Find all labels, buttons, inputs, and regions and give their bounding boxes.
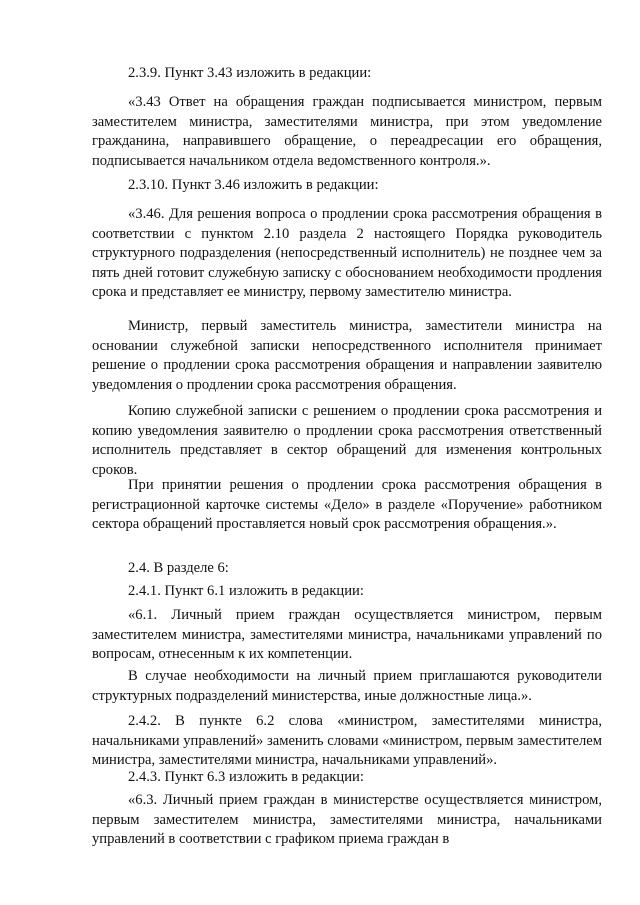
paragraph-3-43-text: «3.43 Ответ на обращения граждан подписывается министром, первым заместителем министра, заместителями министра, при этом уведомление гражданина, направившего обращение, о переадресации его обращения, подписывается начальником отдела ведомственного контроля.».: [92, 94, 602, 169]
paragraph-2-4-3: 2.4.3. Пункт 6.3 изложить в редакции:: [128, 769, 364, 785]
paragraph-3-46-text: «3.46. Для решения вопроса о продлении срока рассмотрения обращения в соответствии с пунктом 2.10 раздела 2 настоящего Порядка руководитель структурного подразделения (непосредственный исполнитель) не позднее чем за пять дней готовит служебную записку с обоснованием необходимости продления срока и представляет ее министру, первому заместителю министра.: [92, 206, 602, 300]
paragraph-copy-memo: Копию служебной записки с решением о продлении срока рассмотрения и копию уведомления заявителю о продлении срока рассмотрения ответственный исполнитель представляет в сектор обращений для изменения контрольных сроков.: [92, 403, 602, 478]
paragraph-6-1-text: «6.1. Личный прием граждан осуществляется министром, первым заместителем министра, заместителями министра, начальниками управлений по вопросам, отнесенным к их компетенции.: [92, 607, 602, 662]
paragraph-2-3-10: 2.3.10. Пункт 3.46 изложить в редакции:: [128, 177, 379, 193]
paragraph-invitation: В случае необходимости на личный прием приглашаются руководители структурных подразделений министерства, иные должностные лица.».: [92, 668, 602, 704]
paragraph-delo-system: При принятии решения о продлении срока рассмотрения обращения в регистрационной карточке системы «Дело» в разделе «Поручение» работником сектора обращений проставляется новый срок рассмотрения обращения.».: [92, 477, 602, 532]
paragraph-6-3-text: «6.3. Личный прием граждан в министерстве осуществляется министром, первым заместителем министра, заместителями министра, начальниками управлений в соответствии с графиком приема граждан в: [92, 792, 602, 847]
paragraph-2-4-1: 2.4.1. Пункт 6.1 изложить в редакции:: [128, 583, 364, 599]
paragraph-2-4: 2.4. В разделе 6:: [128, 560, 229, 576]
paragraph-2-3-9: 2.3.9. Пункт 3.43 изложить в редакции:: [128, 65, 372, 81]
paragraph-2-4-2: 2.4.2. В пункте 6.2 слова «министром, заместителями министра, начальниками управлений» заменить словами «министром, первым заместителем министра, заместителями министра, начальниками управлений».: [92, 713, 602, 768]
paragraph-minister: Министр, первый заместитель министра, заместители министра на основании служебной записки непосредственного исполнителя принимает решение о продлении срока рассмотрения обращения и направлении заявителю уведомления о продлении срока рассмотрения обращения.: [92, 318, 602, 393]
